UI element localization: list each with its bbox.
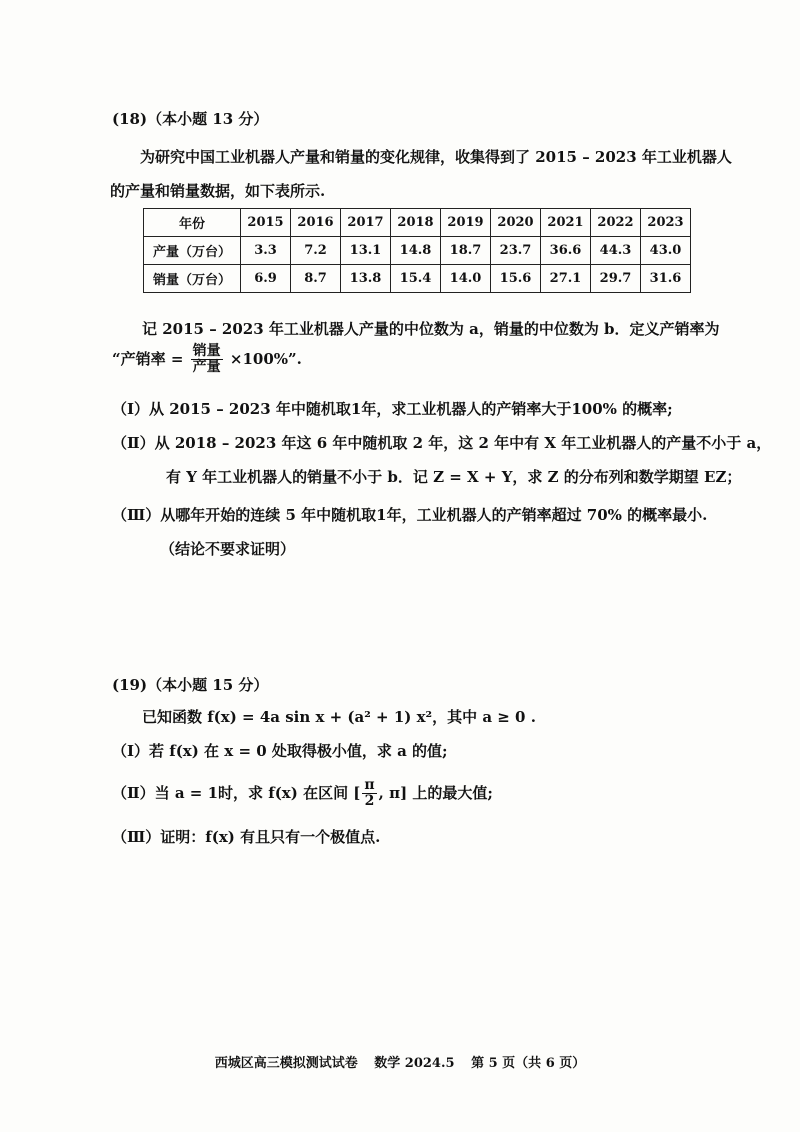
table-header-cell: 2022: [591, 209, 641, 237]
table-cell: 15.6: [491, 265, 541, 293]
q18-part2-line2: 有 Y 年工业机器人的销量不小于 b．记 Z = X + Y，求 Z 的分布列和数学期望 EZ；: [166, 468, 742, 486]
q18-part3: （Ⅲ）从哪年开始的连续 5 年中随机取1年，工业机器人的产销率超过 70% 的概率最小.: [112, 506, 708, 524]
footer-page-number: 第 5 页（共 6 页）: [471, 1056, 586, 1071]
sales-ratio-fraction: [191, 344, 223, 376]
q18-note: （结论不要求证明）: [160, 540, 296, 558]
footer-subject: 数学 2024.5: [374, 1056, 455, 1071]
q19-heading: (19)（本小题 15 分）: [112, 676, 269, 694]
table-header-cell: 2021: [541, 209, 591, 237]
q18-intro-line1: 为研究中国工业机器人产量和销量的变化规律，收集得到了 2015 – 2023 年工业机器人: [140, 148, 732, 166]
q18-definition-formula: [112, 344, 302, 376]
table-cell: 销量（万台）: [144, 265, 241, 293]
part2-suffix: , π] 上的最大值;: [378, 783, 493, 802]
fraction-denominator: 2: [364, 793, 375, 810]
q19-part1: （Ⅰ）若 f(x) 在 x = 0 处取得极小值，求 a 的值;: [112, 742, 448, 760]
q18-definition-line1: 记 2015 – 2023 年工业机器人产量的中位数为 a，销量的中位数为 b．定义产销率为: [142, 320, 720, 338]
fraction-numerator: π: [364, 777, 375, 793]
table-cell: 44.3: [591, 237, 641, 265]
table-cell: 36.6: [541, 237, 591, 265]
formula-prefix: “产销率 =: [112, 349, 184, 368]
table-header-cell: 2019: [441, 209, 491, 237]
table-cell: 6.9: [241, 265, 291, 293]
table-header-cell: 年份: [144, 209, 241, 237]
formula-suffix: ×100%”.: [229, 349, 302, 368]
table-header-cell: 2016: [291, 209, 341, 237]
table-cell: 14.8: [391, 237, 441, 265]
table-cell: 7.2: [291, 237, 341, 265]
fraction-denominator: 产量: [192, 359, 221, 376]
q18-intro-line2: 的产量和销量数据，如下表所示.: [110, 182, 326, 200]
table-row-sales: [144, 265, 691, 293]
table-cell: 15.4: [391, 265, 441, 293]
table-header-row: [144, 209, 691, 237]
pi-over-two-fraction: [362, 778, 376, 810]
table-header-cell: 2017: [341, 209, 391, 237]
table-cell: 18.7: [441, 237, 491, 265]
table-header-cell: 2018: [391, 209, 441, 237]
table-row-production: [144, 237, 691, 265]
q19-part2: [112, 778, 493, 810]
table-cell: 31.6: [641, 265, 691, 293]
q19-given: 已知函数 f(x) = 4a sin x + (a² + 1) x²，其中 a ≥ 0 .: [142, 708, 536, 726]
q19-part3: （Ⅲ）证明：f(x) 有且只有一个极值点.: [112, 828, 381, 846]
table-cell: 43.0: [641, 237, 691, 265]
table-cell: 14.0: [441, 265, 491, 293]
table-cell: 8.7: [291, 265, 341, 293]
fraction-numerator: 销量: [192, 343, 221, 359]
table-cell: 27.1: [541, 265, 591, 293]
table-header-cell: 2023: [641, 209, 691, 237]
q18-heading: (18)（本小题 13 分）: [112, 110, 269, 128]
q18-part1: （Ⅰ）从 2015 – 2023 年中随机取1年，求工业机器人的产销率大于100% 的概率;: [112, 400, 673, 418]
table-cell: 3.3: [241, 237, 291, 265]
page-footer: [0, 1052, 800, 1071]
q18-part2-line1: （Ⅱ）从 2018 – 2023 年这 6 年中随机取 2 年，这 2 年中有 X 年工业机器人的产量不小于 a，: [112, 434, 772, 452]
footer-exam-name: 西城区高三模拟测试试卷: [214, 1056, 358, 1071]
robot-data-table: [143, 208, 691, 293]
table-cell: 13.8: [341, 265, 391, 293]
table-cell: 29.7: [591, 265, 641, 293]
part2-prefix: （Ⅱ）当 a = 1时，求 f(x) 在区间 [: [112, 783, 361, 802]
table-cell: 23.7: [491, 237, 541, 265]
table-header-cell: 2015: [241, 209, 291, 237]
table-cell: 13.1: [341, 237, 391, 265]
table-cell: 产量（万台）: [144, 237, 241, 265]
table-header-cell: 2020: [491, 209, 541, 237]
